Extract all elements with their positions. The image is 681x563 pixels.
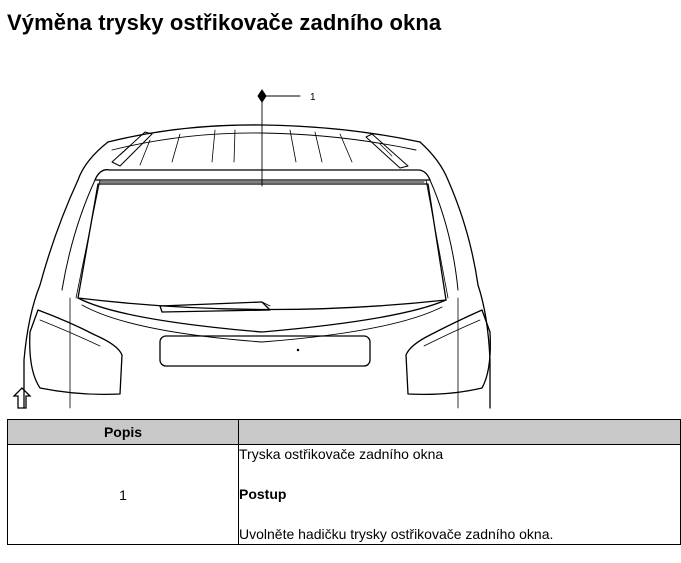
- row-number: 1: [8, 445, 239, 545]
- rear-spoiler: [95, 170, 430, 180]
- callout-number-1: 1: [310, 92, 316, 103]
- up-arrow-icon: [14, 388, 30, 408]
- right-tail-lamp: [406, 310, 490, 394]
- left-tail-lamp: [30, 310, 122, 394]
- license-plate-recess: [160, 336, 370, 366]
- table-row: [8, 445, 681, 545]
- washer-nozzle-icon: [258, 90, 266, 102]
- rear-window: [78, 184, 446, 310]
- description-table: [7, 419, 681, 545]
- procedure-heading: Postup: [239, 486, 287, 502]
- left-body-side: [24, 142, 108, 408]
- table-header-row: [8, 420, 681, 445]
- header-blank: [239, 420, 681, 445]
- row-description: [239, 445, 681, 545]
- page-title: Výměna trysky ostřikovače zadního okna: [7, 10, 442, 35]
- procedure-step: Uvolněte hadičku trysky ostřikovače zadního okna.: [239, 526, 554, 542]
- rear-vehicle-drawing: [0, 70, 681, 415]
- header-popis: Popis: [8, 420, 239, 445]
- rear-vehicle-illustration: [0, 70, 681, 415]
- part-name: Tryska ostřikovače zadního okna: [239, 446, 444, 462]
